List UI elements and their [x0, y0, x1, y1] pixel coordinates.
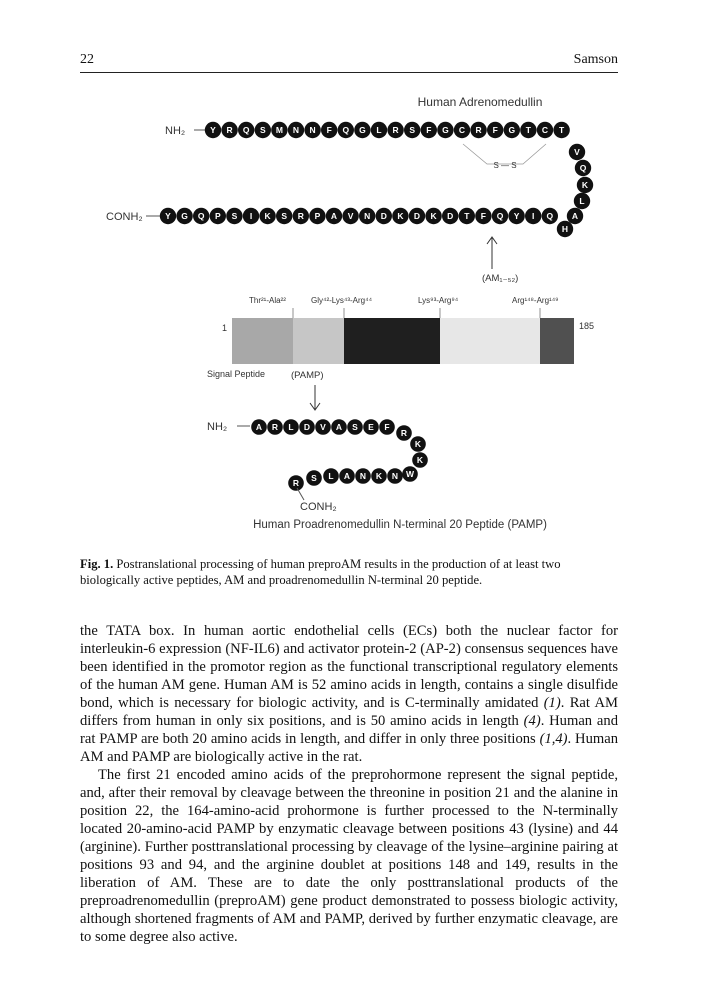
residue-letter: M — [275, 125, 283, 135]
residue-letter: K — [375, 471, 383, 481]
page-number: 22 — [80, 52, 94, 67]
am-top-residues — [205, 122, 570, 138]
am-fragment-label: (AM₁₋₅₂) — [482, 273, 519, 284]
cleavage-label-lys-arg: Lys⁹³-Arg⁹⁴ — [418, 296, 459, 305]
body-paragraph-1 — [80, 622, 618, 766]
bar-start-label: 1 — [222, 323, 228, 333]
residue-letter: G — [181, 211, 188, 221]
residue-letter: I — [249, 211, 253, 221]
residue-letter: A — [343, 471, 351, 481]
am-right-residues — [557, 144, 593, 237]
residue-letter: G — [508, 125, 516, 135]
cleavage-label-gly-lys-arg: Gly⁴²-Lys⁴³-Arg⁴⁴ — [311, 296, 373, 305]
preproam-bar — [232, 318, 574, 364]
residue-letter: P — [214, 211, 221, 221]
residue-letter: Q — [197, 211, 205, 221]
residue-letter: A — [335, 422, 343, 432]
residue-letter: V — [574, 147, 580, 157]
residue-letter: W — [405, 469, 415, 479]
residue-letter: R — [271, 422, 279, 432]
residue-letter: T — [525, 125, 532, 135]
am-bottom-residues — [160, 208, 558, 224]
pamp-title: Human Proadrenomedullin N-terminal 20 Peptide (PAMP) — [253, 519, 547, 531]
residue-letter: R — [297, 211, 304, 221]
citation-1-4: (1,4) — [539, 731, 568, 747]
running-head — [80, 52, 618, 73]
residue-letter: Q — [242, 125, 250, 135]
residue-letter: K — [430, 211, 437, 221]
residue-letter: R — [392, 125, 399, 135]
residue-letter: R — [400, 428, 408, 438]
residue-letter: D — [380, 211, 387, 221]
pamp-bottom-residues — [288, 468, 403, 491]
residue-letter: S — [409, 125, 416, 135]
residue-letter: C — [458, 125, 466, 135]
signal-peptide-label: Signal Peptide — [207, 369, 266, 379]
para1-part-a: the TATA box. In human aortic endothelial cells (ECs) both the nuclear factor for interleukin-6 expression (NF-IL6) and activator protein-2 (AP-2) consensus sequences have been identified in the promotor region as the functional transcriptional regulatory elements of the human AM gene. Human AM is 52 amino acids in length, contains a single disulfide bond, which is necessary for biologic activity, and is C-terminally amidated — [80, 623, 618, 711]
residue-letter: Q — [496, 211, 504, 221]
residue-letter: A — [571, 211, 579, 221]
figure-caption — [80, 556, 618, 588]
citation-4: (4) — [523, 713, 541, 729]
bar-end-label: 185 — [579, 321, 595, 331]
figure-preproam-processing — [0, 82, 701, 542]
citation-1: (1) — [543, 695, 561, 711]
para1-part-d: . Human AM and PAMP are biologically active in the rat. — [80, 731, 618, 765]
bar-signal-peptide — [232, 318, 293, 364]
residue-letter: Q — [579, 163, 587, 173]
residue-letter: Y — [165, 211, 171, 221]
pamp-label: (PAMP) — [291, 370, 324, 381]
residue-letter: R — [226, 125, 233, 135]
residue-letter: A — [330, 211, 338, 221]
residue-letter: N — [359, 471, 367, 481]
residue-letter: Q — [342, 125, 350, 135]
para1-part-c: . Human and rat PAMP are both 20 amino acids in length, and differ in only three positions — [80, 713, 618, 747]
bar-pamp — [293, 318, 344, 364]
residue-letter: K — [581, 180, 589, 190]
residue-letter: V — [320, 422, 326, 432]
residue-letter: N — [364, 211, 371, 221]
residue-letter: S — [259, 125, 266, 135]
residue-letter: Q — [546, 211, 554, 221]
residue-letter: F — [492, 125, 498, 135]
disulfide-label: S — S — [493, 161, 517, 170]
pamp-nh2-label: NH₂ — [207, 421, 228, 433]
caption-label: Fig. 1. — [80, 557, 114, 571]
residue-letter: F — [384, 422, 390, 432]
residue-letter: S — [281, 211, 288, 221]
residue-letter: G — [442, 125, 449, 135]
residue-letter: L — [288, 422, 294, 432]
pamp-conh2-label: CONH₂ — [300, 501, 337, 513]
residue-letter: N — [292, 125, 300, 135]
residue-letter: C — [541, 125, 549, 135]
residue-letter: N — [391, 471, 399, 481]
residue-letter: K — [414, 439, 422, 449]
caption-text: Postranslational processing of human preproAM results in the production of at least two biologically active peptides, AM and proadrenomedullin N-terminal 20 peptide. — [80, 557, 561, 587]
residue-letter: F — [326, 125, 332, 135]
bar-am-segment — [440, 318, 540, 364]
residue-letter: R — [475, 125, 482, 135]
bar-dark-segment — [344, 318, 440, 364]
residue-letter: K — [264, 211, 271, 221]
residue-letter: E — [368, 422, 374, 432]
residue-letter: D — [413, 211, 421, 221]
residue-letter: T — [464, 211, 470, 221]
residue-letter: F — [480, 211, 487, 221]
pamp-top-residues — [251, 419, 395, 435]
am-nh2-label: NH₂ — [165, 125, 186, 137]
residue-letter: K — [416, 455, 424, 465]
body-text — [80, 622, 618, 946]
residue-letter: F — [426, 125, 432, 135]
residue-letter: D — [303, 422, 311, 432]
cleavage-label-thr-ala: Thr²¹-Ala²² — [249, 296, 286, 305]
body-paragraph-2: The first 21 encoded amino acids of the preprohormone represent the signal peptide, and, after their removal by cleavage between the threonine in position 21 and the alanine in position 22, the 164-amino-acid prohormone is further processed to the N-terminally located 20-amino-acid PAMP by enzymatic cleavage between positions 43 (lysine) and 44 (arginine). Further posttranslational processing by cleavage of the lysine–arginine pairing at positions 93 and 94, and the arginine doublet at positions 148 and 149, results in the liberation of AM. These are to date the only posttranslational products of the preproadrenomedullin (preproAM) gene product demonstrated to possess biologic activity, although shortened fragments of AM and PAMP, derived by further enzymatic cleavage, are to some degree also active. — [80, 767, 618, 945]
running-head-author: Samson — [573, 52, 618, 67]
bar-end-segment — [540, 318, 574, 364]
am-title: Human Adrenomedullin — [417, 95, 543, 109]
residue-letter: R — [292, 478, 300, 488]
residue-letter: Y — [210, 125, 216, 135]
residue-letter: L — [579, 196, 585, 206]
residue-letter: D — [447, 211, 454, 221]
residue-letter: K — [397, 211, 404, 221]
residue-letter: S — [311, 473, 317, 483]
para1-part-b: . Rat AM differs from human in only six positions, and is 50 amino acids in length — [80, 695, 618, 729]
residue-letter: A — [255, 422, 263, 432]
residue-letter: Y — [513, 211, 520, 221]
am-conh2-label: CONH₂ — [106, 211, 143, 223]
residue-letter: L — [328, 471, 334, 481]
residue-letter: H — [561, 224, 569, 234]
residue-letter: P — [314, 211, 321, 221]
residue-letter: I — [532, 211, 535, 221]
residue-letter: T — [558, 125, 565, 135]
residue-letter: S — [352, 422, 358, 432]
residue-letter: L — [376, 125, 382, 135]
residue-letter: G — [359, 125, 366, 135]
residue-letter: V — [347, 211, 354, 221]
cleavage-label-arg-arg: Arg¹⁴⁸-Arg¹⁴⁹ — [512, 296, 559, 305]
residue-letter: S — [231, 211, 238, 221]
residue-letter: N — [309, 125, 316, 135]
